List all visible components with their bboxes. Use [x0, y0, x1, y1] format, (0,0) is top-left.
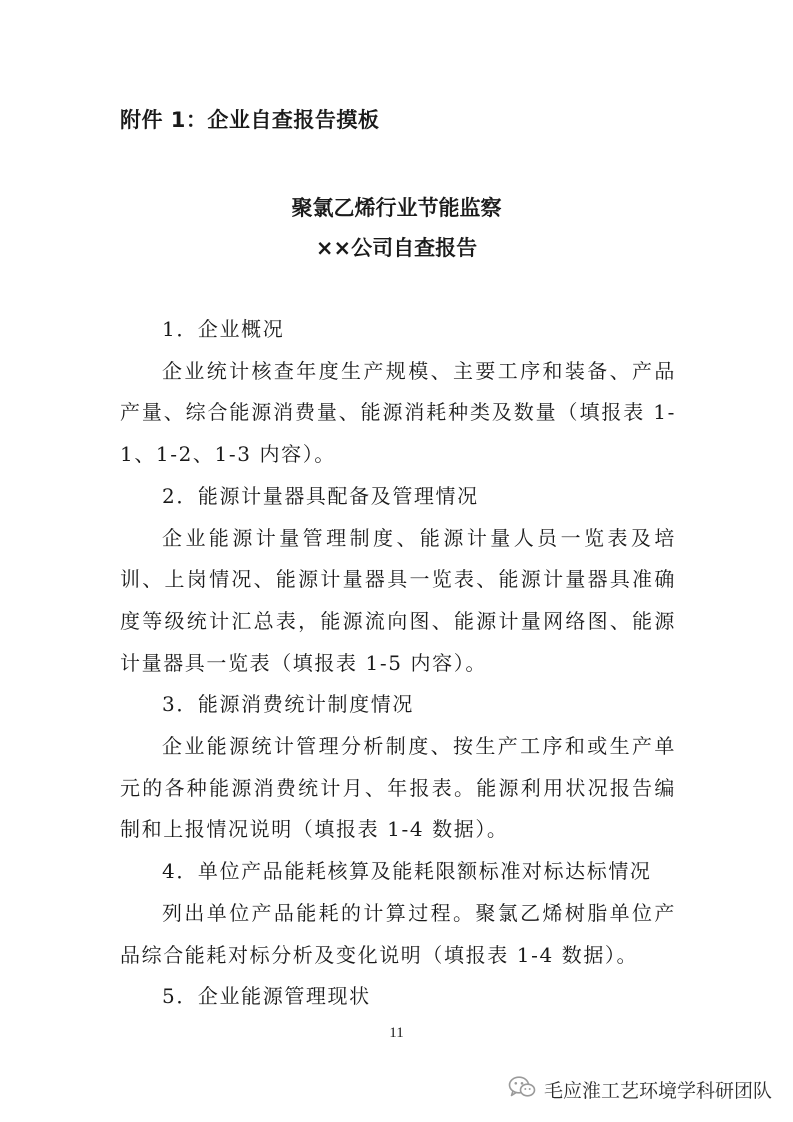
section-body-3: 企业能源统计管理分析制度、按生产工序和或生产单元的各种能源消费统计月、年报表。能源利用状况报告编制和上报情况说明（填报表 1-4 数据）。 [120, 734, 676, 842]
watermark-text: 毛应淮工艺环境学科研团队 [544, 1079, 773, 1102]
section-heading-1: 1．企业概况 [162, 317, 285, 341]
document-title-line1: 聚氯乙烯行业节能监察 [291, 196, 502, 220]
section-heading-2: 2．能源计量器具配备及管理情况 [162, 483, 479, 508]
document-body [120, 309, 676, 1018]
section-heading-3: 3．能源消费统计制度情况 [162, 692, 414, 717]
section-heading-5: 5．企业能源管理现状 [162, 984, 371, 1009]
document-title-line2: ××公司自查报告 [315, 236, 478, 260]
page-number: 11 [389, 1025, 404, 1041]
section-body-4: 列出单位产品能耗的计算过程。聚氯乙烯树脂单位产品综合能耗对标分析及变化说明（填报表 1-4 数据）。 [120, 900, 676, 967]
attachment-title: 附件 1：企业自查报告摸板 [120, 108, 380, 132]
watermark [508, 1074, 772, 1104]
section-heading-4: 4．单位产品能耗核算及能耗限额标准对标达标情况 [162, 859, 652, 884]
section-body-1: 企业统计核查年度生产规模、主要工序和装备、产品产量、综合能源消费量、能源消耗种类及数量（填报表 1-1、1-2、1-3 内容）。 [120, 358, 676, 467]
wechat-icon [508, 1075, 536, 1103]
section-body-2: 企业能源计量管理制度、能源计量人员一览表及培训、上岗情况、能源计量器具一览表、能源计量器具准确度等级统计汇总表，能源流向图、能源计量网络图、能源计量器具一览表（填报表 1-5 内容）。 [120, 525, 676, 675]
